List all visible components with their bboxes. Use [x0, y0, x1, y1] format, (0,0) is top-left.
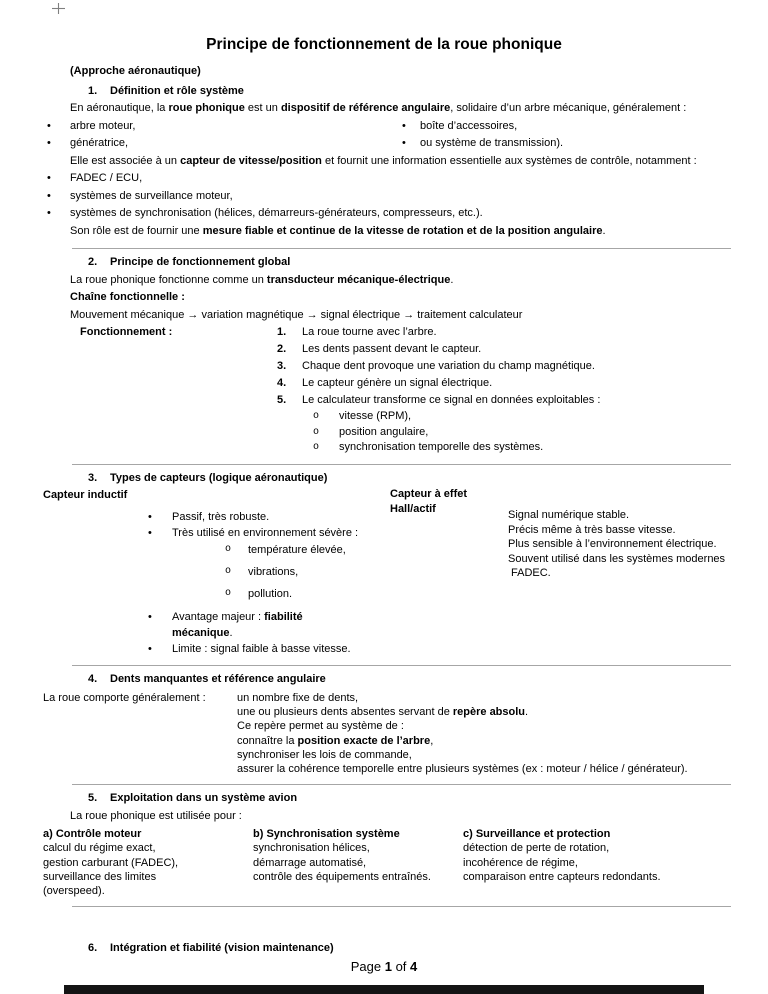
- page-title: Principe de fonctionnement de la roue phonique: [206, 36, 562, 53]
- section-1-heading: [88, 83, 768, 101]
- bullet-item: • systèmes de surveillance moteur,: [47, 188, 727, 206]
- text-line: détection de perte de rotation,: [463, 842, 610, 855]
- text-line: gestion carburant (FADEC),: [43, 856, 179, 869]
- section-2-number: 2.: [88, 256, 98, 268]
- paragraph: La roue phonique fonctionne comme un transducteur mécanique-électrique.: [70, 273, 454, 286]
- bullet-item: • arbre moteur,: [47, 118, 402, 136]
- text-line: un nombre fixe de dents,: [237, 692, 359, 704]
- bullet-item: • Passif, très robuste.: [148, 509, 768, 525]
- section-1-number: 1.: [88, 84, 98, 97]
- text-line: (overspeed).: [43, 885, 105, 898]
- chain-label: Chaîne fonctionnelle :: [70, 291, 185, 303]
- text-line: Précis même à très basse vitesse.: [508, 523, 676, 536]
- bullet-item: • Limite : signal faible à basse vitesse.: [148, 641, 768, 657]
- document-subtitle: (Approche aéronautique): [70, 65, 201, 77]
- text-line: contrôle des équipements entraînés.: [253, 870, 431, 883]
- sensor-types-columns: [0, 487, 768, 657]
- sub-bullet-item: o pollution.: [225, 587, 768, 601]
- bullet-row: [47, 135, 768, 153]
- section-3-heading: [88, 470, 768, 488]
- substep-item: o position angulaire,: [277, 425, 600, 441]
- wheel-description-label: La roue comporte généralement :: [43, 692, 206, 704]
- section-divider: [72, 464, 731, 465]
- bullet-item: • Très utilisé en environnement sévère :: [148, 525, 768, 541]
- bullet-item: • ou système de transmission).: [402, 135, 768, 153]
- text-line: une ou plusieurs dents absentes servant de repère absolu.: [237, 706, 529, 719]
- section-divider: [72, 784, 731, 785]
- bullet-item: • FADEC / ECU,: [47, 170, 727, 188]
- text-line: synchroniser les lois de commande,: [237, 748, 412, 761]
- usage-column-a: [43, 827, 253, 898]
- wheel-description-lines: [237, 691, 688, 776]
- section-divider: [72, 906, 731, 907]
- column-title: b) Synchronisation système: [253, 828, 400, 841]
- text-line: Souvent utilisé dans les systèmes modernes: [508, 552, 726, 565]
- chain-text: Mouvement mécanique → variation magnétique → signal électrique → traitement calculateur: [70, 308, 523, 321]
- section-6-heading: [88, 941, 768, 955]
- usage-column-c: [463, 827, 768, 898]
- usage-intro: La roue phonique est utilisée pour :: [70, 809, 242, 822]
- substep-item: o synchronisation temporelle des systèmes.: [277, 440, 600, 456]
- bullet-item: • génératrice,: [47, 135, 402, 153]
- section-5-title: Exploitation dans un système avion: [110, 792, 298, 805]
- functioning-label: Fonctionnement :: [80, 326, 173, 338]
- text-line: surveillance des limites: [43, 870, 157, 883]
- step-item: Chaque dent provoque une variation du champ magnétique.: [302, 360, 595, 372]
- hall-title-line: Hall/actif: [390, 502, 436, 515]
- step-item: Le capteur génère un signal électrique.: [302, 377, 493, 389]
- section-divider: [72, 665, 731, 666]
- usage-column-b: [253, 827, 463, 898]
- section-2-title: Principe de fonctionnement global: [110, 256, 291, 268]
- bullet-item: • boîte d’accessoires,: [402, 118, 768, 136]
- text-line: FADEC.: [511, 567, 551, 579]
- section-4-title: Dents manquantes et référence angulaire: [110, 672, 326, 685]
- text-line: démarrage automatisé,: [253, 856, 367, 869]
- section-6-title: Intégration et fiabilité (vision maintenance): [110, 942, 334, 954]
- bullet-item: • Avantage majeur : fiabilité mécanique.: [148, 609, 334, 641]
- section-1-title: Définition et rôle système: [110, 84, 244, 97]
- step-item: La roue tourne avec l’arbre.: [302, 326, 437, 338]
- column-title: c) Surveillance et protection: [463, 828, 611, 841]
- wheel-description-block: [43, 691, 768, 776]
- paragraph: Elle est associée à un capteur de vitesse/position et fournit une information essentielle aux systèmes de contrôle, notamment :: [70, 154, 697, 167]
- inductive-column-title: Capteur inductif: [43, 489, 128, 501]
- page-number-footer: Page 1 of 4: [350, 959, 418, 974]
- column-title: a) Contrôle moteur: [43, 828, 142, 841]
- text-line: connaître la position exacte de l’arbre,: [237, 734, 434, 747]
- bullet-item: • systèmes de synchronisation (hélices, démarreurs-générateurs, compresseurs, etc.).: [47, 205, 727, 223]
- table-anchor-icon: [52, 3, 65, 21]
- text-line: Ce repère permet au système de :: [237, 720, 404, 733]
- step-item: Le calculateur transforme ce signal en données exploitables :: [302, 394, 601, 406]
- text-line: Plus sensible à l’environnement électrique.: [508, 538, 717, 550]
- sub-bullet-item: o vibrations,: [225, 565, 768, 579]
- section-4-number: 4.: [88, 672, 98, 685]
- text-line: incohérence de régime,: [463, 856, 578, 869]
- section-4-heading: [88, 671, 768, 689]
- text-line: calcul du régime exact,: [43, 842, 156, 855]
- section-6-number: 6.: [88, 942, 98, 954]
- section-5-heading: [88, 790, 768, 808]
- sub-bullet-item: o température élevée,: [225, 543, 768, 557]
- substep-item: o vitesse (RPM),: [277, 409, 600, 425]
- hall-title-line: Capteur à effet: [390, 488, 468, 500]
- usage-columns: [43, 827, 768, 898]
- paragraph-intro: En aéronautique, la roue phonique est un dispositif de référence angulaire, solidaire d’un arbre mécanique, généralement :: [70, 102, 687, 114]
- text-line: Signal numérique stable.: [508, 509, 630, 521]
- section-divider: [72, 248, 731, 249]
- hall-column: [508, 508, 725, 581]
- functioning-block: [80, 324, 768, 456]
- section-2-heading: [88, 254, 768, 272]
- step-item: Les dents passent devant le capteur.: [302, 343, 482, 355]
- section-5-number: 5.: [88, 792, 98, 805]
- step-list: [277, 324, 600, 456]
- section-3-number: 3.: [88, 471, 98, 484]
- text-line: comparaison entre capteurs redondants.: [463, 870, 661, 883]
- text-line: assurer la cohérence temporelle entre plusieurs systèmes (ex : moteur / hélice / générateur).: [237, 763, 688, 776]
- bullet-row: [47, 118, 768, 136]
- page-bottom: [0, 941, 768, 975]
- page-break-bar: [64, 985, 704, 994]
- paragraph: Son rôle est de fournir une mesure fiable et continue de la vitesse de rotation et de la position angulaire.: [70, 224, 606, 237]
- text-line: synchronisation hélices,: [253, 842, 370, 855]
- section-3-title: Types de capteurs (logique aéronautique): [110, 471, 328, 484]
